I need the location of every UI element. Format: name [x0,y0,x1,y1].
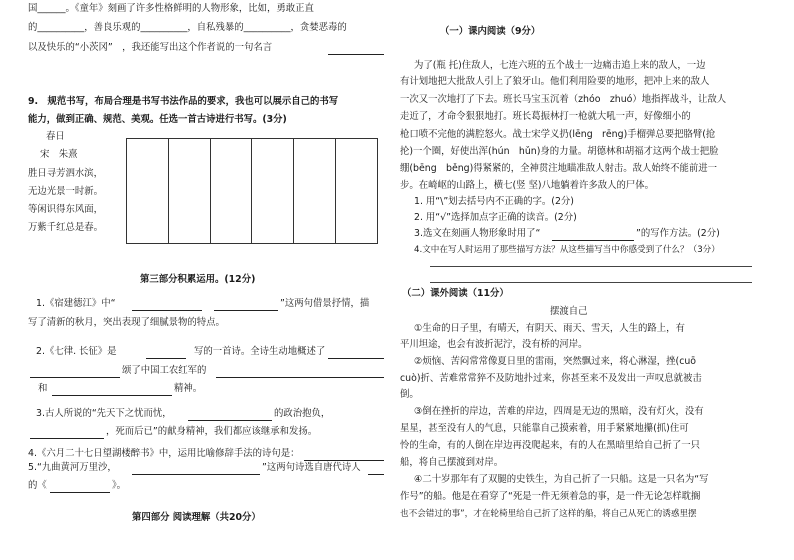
article-line: ④二十岁那年有了双腿的史铁生，为自己折了一只船。这是一只名为“写 [414,474,709,485]
text-line: 以及快乐的“小茨冈” ，我还能写出这个作者说的一句名言 [28,42,273,53]
poem-line: 万紫千红总是春。 [28,222,104,233]
article-line: 平川坦途，也会有波折泥泞，没有桥的河岸。 [400,339,588,350]
question-2-line2: 颂了中国工农红军的 [122,365,207,376]
answer-blank[interactable] [188,410,272,421]
article-title: 摆渡自己 [550,306,588,317]
answer-blank[interactable] [132,464,260,475]
answer-blank[interactable] [216,367,384,378]
answer-blank[interactable] [552,230,634,241]
passage-line: 步。在崎岖的山路上，横七(竖 坚)八地躺着许多敌人的尸体。 [400,180,655,191]
reading-question-3: 3.选文在刻画人物形象时用了“ [414,228,541,239]
answer-blank[interactable] [304,450,384,461]
question-5-cont: ”这两句诗选自唐代诗人 [262,462,361,473]
question-1-line2: 写了清新的秋月，突出表现了细腻景物的特点。 [28,317,225,328]
question-5: 5.“九曲黄河万里沙， [28,462,117,473]
reading-question-1: 1. 用“\”划去括号内不正确的字。(2分) [414,196,574,207]
text-line: 国______。《童年》刻画了许多性格鲜明的人物形象，比如，勇敢正直 [28,3,314,14]
passage-line: 有计划地把大批敌人引上了狼牙山。他们利用险要的地形，把冲上来的敌人 [400,76,710,87]
article-line: 也不会错过的事”，才在轮椅里给自己折了这样的船，将自己从死亡的诱惑里摆 [400,509,697,519]
question-3-cont: 的政治抱负， [274,408,331,419]
answer-blank[interactable] [328,348,384,359]
passage-line: 走近了，才命令狠狠地打。班长葛振林打一枪就大吼一声，好像细小的 [400,111,691,122]
question-2-cont: 写的一首诗。全诗生动地概述了 [194,346,326,357]
answer-blank[interactable] [214,300,278,311]
article-line: ①生命的日子里，有晴天，有阴天、雨天、雪天，人生的路上，有 [414,323,685,334]
answer-blank[interactable] [368,464,384,475]
reading-question-4: 4.文中在写人时运用了那些描写方法？从这些描写当中你感受到了什么？（3分） [414,245,720,255]
article-line: cuò)折、苦难常常猝不及防地扑过来，你甚至来不及发出一声叹息就被击 [400,373,702,384]
question-9-cont: 能力，做到正确、规范、美观。任选一首古诗进行书写。(3分) [28,114,287,125]
passage-line: 绷(bēng běng)得紧紧的，全神贯注地瞄准敌人射击。敌人始终不能前进一 [400,163,718,174]
question-2: 2.《七律. 长征》是 [36,346,117,357]
reading-question-3-cont: ”的写作方法。(2分) [636,228,720,239]
question-3-line2: ，死而后已”的献身精神，我们都应该继承和发扬。 [106,426,318,437]
question-5-end: 》。 [112,480,127,491]
question-3: 3.古人所说的“先天下之忧而忧， [36,408,172,419]
passage-line: 为了(瓶 托)住敌人，七连六班的五个战士一边痛击追上来的敌人，一边 [414,60,706,71]
poem-title: 春日 [46,131,65,142]
article-line: ②烦恼、苦闷常常像夏日里的雷雨，突然飘过来，将心淋湿，挫(cuō [414,356,697,367]
answer-blank[interactable] [132,300,202,311]
answer-line[interactable] [430,282,752,283]
article-line: ③倒在挫折的岸边，苦难的岸边，四周是无边的黑暗，没有灯火，没有 [414,406,704,417]
passage-line: 枪口喷不完他的满腔怒火。战士宋学义扔(lēng rēng)手榴弹总要把胳臂(抢 [400,129,716,140]
question-9: 9. 规范书写，布局合理是书写书法作品的要求，我也可以展示自己的书写 [28,96,339,107]
answer-line[interactable] [430,266,752,267]
answer-blank[interactable] [328,44,384,55]
article-line: 怜的生命，有的人倒在岸边再没爬起来，有的人在黑暗里给自己折了一只 [400,440,701,451]
article-line: 作号”的船。他是在看穿了“死是一件无须着急的事，是一件无论怎样耽搁 [400,491,701,502]
article-line: 倒。 [400,389,419,400]
question-1: 1.《宿建德江》中“ [36,298,116,309]
poem-line: 等闲识得东风面， [28,204,104,215]
text-line: 的__________，善良乐观的__________，自私残暴的__________，贪婪恶毒的 [28,22,347,33]
section-1-title: （一）课内阅读（9分） [440,26,541,37]
writing-grid[interactable] [126,138,378,244]
answer-blank[interactable] [50,482,110,493]
answer-blank[interactable] [146,348,186,359]
passage-line: 一次又一次地打了下去。班长马宝玉沉着（zhóo zhuó）地指挥战斗，让敌人 [400,94,727,105]
part3-title: 第三部分积累运用。(12分) [140,274,256,285]
part4-title: 第四部分 阅读理解（共20分） [132,512,261,523]
question-5-line2: 的《 [28,480,47,491]
reading-question-2: 2. 用“√”选择加点字正确的读音。(2分) [414,212,577,223]
article-line: 船，将自己摆渡到对岸。 [400,457,504,468]
question-1-cont: ”这两句借景抒情，描 [280,298,370,309]
article-line: 星星，甚至没有人的气息，只能靠自己摸索着，用手紧紧地攥(抓)住可 [400,423,689,434]
poem-line: 无边光景一时新。 [28,186,104,197]
answer-blank[interactable] [30,367,120,378]
answer-blank[interactable] [30,428,104,439]
section-2-title: （二）课外阅读（11分） [402,288,509,299]
question-2-and: 和 [38,383,48,394]
answer-blank[interactable] [52,385,172,396]
poem-author: 宋 朱熹 [40,149,78,160]
question-2-end: 精神。 [174,383,203,394]
passage-line: 抡)一个圈，好使出浑(hún hǔn)身的力量。胡德林和胡福才这两个战士把脸 [400,146,719,157]
question-4: 4.《六月二十七日望湖楼醉书》中，运用比喻修辞手法的诗句是： [28,448,300,459]
poem-line: 胜日寻芳泗水滨， [28,168,104,179]
